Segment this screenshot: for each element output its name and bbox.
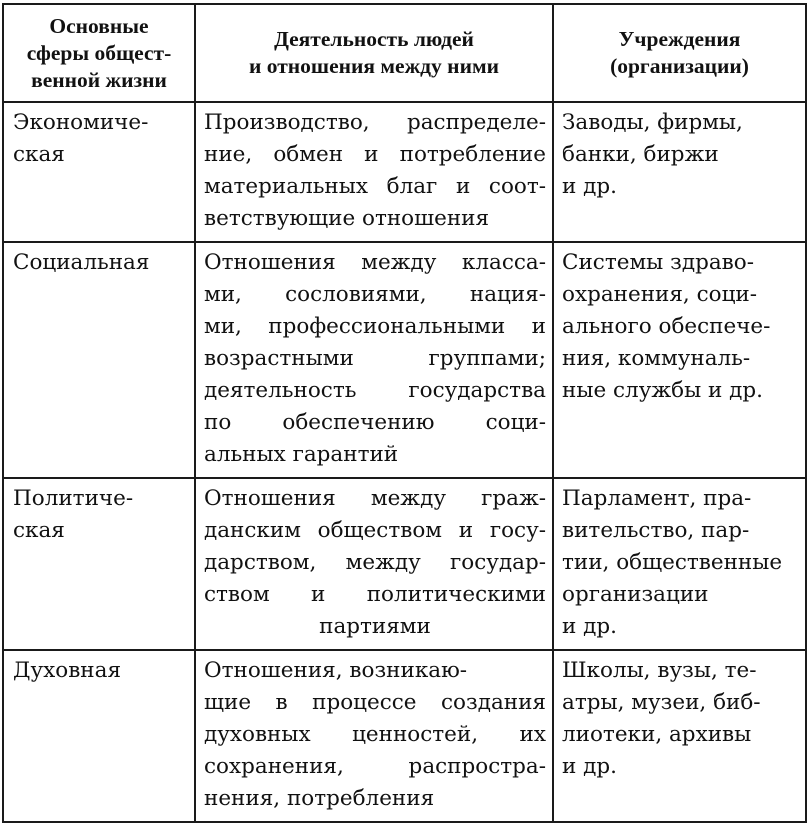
institutions-cell [553,478,806,650]
institutions-cell [553,650,806,822]
sphere-cell [3,478,195,650]
cell-line: и др. [562,754,617,779]
cell-line: ветствующие отношения [204,206,490,231]
cell-line: ми, сословиями, нация- [204,282,546,307]
cell-line: охранения, соци- [562,282,758,307]
header-line: Основные [49,13,149,38]
cell-line: тии, общественные [562,550,783,575]
cell-line: ская [13,142,65,167]
cell-line: щие в процессе создания [204,690,546,715]
header-line: (организации) [610,54,749,78]
cell-line: ные службы и др. [562,378,764,403]
cell-line: дарством, между государ- [204,550,546,575]
institutions-cell [553,242,806,478]
cell-line: и др. [562,174,617,199]
cell-line: Духовная [13,658,122,683]
cell-line: Политиче- [13,486,134,511]
header-line: венной жизни [31,67,167,92]
cell-line: ние, обмен и потребление [204,142,546,167]
cell-line: Школы, вузы, те- [562,658,757,683]
sphere-cell [3,242,195,478]
activity-cell [195,650,553,822]
table-row-political [3,478,806,650]
cell-line: Парламент, пра- [562,486,752,511]
activity-cell [195,242,553,478]
cell-line: банки, биржи [562,142,719,167]
cell-line: ального обеспече- [562,314,771,339]
cell-line: по обеспечению соци- [204,410,546,435]
header-activity [195,4,553,102]
cell-line: Отношения, возникаю- [204,658,468,683]
cell-line: ская [13,518,65,543]
activity-cell [195,102,553,242]
cell-line: Заводы, фирмы, [562,110,743,135]
cell-line: и др. [562,614,617,639]
cell-line: нения, потребления [204,786,435,811]
cell-line: Отношения между граж- [204,486,546,511]
header-institutions [553,4,806,102]
cell-line: ством и политическими [204,582,546,607]
cell-line: Системы здраво- [562,250,754,275]
cell-line: деятельность государства [204,378,546,403]
cell-line: вительство, пар- [562,518,750,543]
institutions-cell [553,102,806,242]
sphere-cell [3,102,195,242]
cell-line: Экономиче- [13,110,149,135]
cell-line: альных гарантий [204,442,399,467]
cell-line: ния, коммуналь- [562,346,751,371]
header-line: Учреждения [618,27,741,51]
cell-line: сохранения, распростра- [204,754,546,779]
cell-line: ми, профессиональными и [204,314,546,339]
cell-line: данским обществом и госу- [204,518,546,543]
cell-line: организации [562,582,709,607]
cell-line: возрастными группами; [204,346,546,371]
sphere-cell [3,650,195,822]
header-sphere [3,4,195,102]
table-row-spiritual [3,650,806,822]
cell-line: духовных ценностей, их [204,722,546,747]
activity-cell [195,478,553,650]
header-row [3,4,806,102]
cell-line: лиотеки, архивы [562,722,752,747]
spheres-table [2,3,807,823]
cell-line: атры, музеи, биб- [562,690,761,715]
cell-line: Производство, распределе- [204,110,546,135]
cell-line: партиями [319,614,431,639]
table-row-social [3,242,806,478]
cell-line: Отношения между класса- [204,250,546,275]
cell-line: материальных благ и соот- [204,174,546,199]
header-line: Деятельность людей [274,27,474,51]
header-line: и отношения между ними [249,54,499,78]
table-row-economic [3,102,806,242]
header-line: сферы общест- [26,40,172,65]
cell-line: Социальная [13,250,150,275]
